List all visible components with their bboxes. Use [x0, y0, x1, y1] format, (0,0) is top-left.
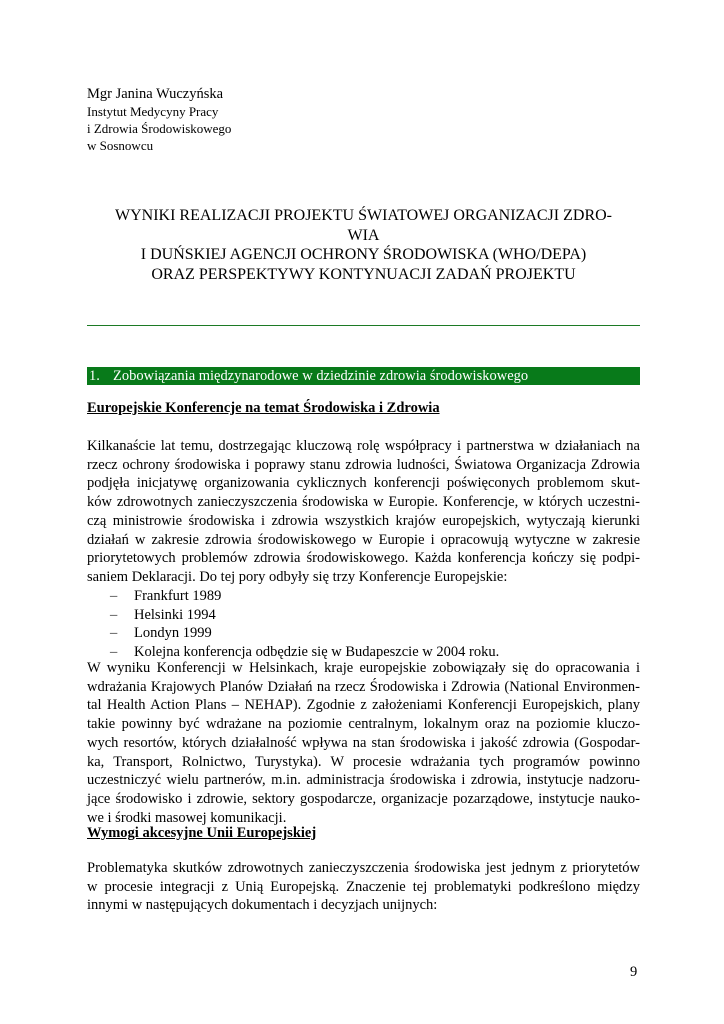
author-block [87, 86, 231, 154]
author-affiliation-line: w Sosnowcu [87, 138, 154, 153]
text-line: saniem Deklaracji. Do tej pory odbyły się trzy Konferencje Europejskie: [87, 568, 508, 585]
text-line: uczestniczyć wielu partnerów, m.in. administracja środowiska i zdrowia, instytucje nadzoru- [87, 772, 640, 789]
title-divider [87, 325, 640, 326]
title-line: WIA [347, 226, 380, 244]
list-item [110, 624, 499, 643]
subheading-eu-accession: Wymogi akcesyjne Unii Europejskiej [87, 825, 317, 841]
section-heading-bar [87, 367, 640, 385]
author-affiliation-line: i Zdrowia Środowiskowego [87, 121, 232, 136]
text-line: wdrażania Krajowych Planów Działań na rzecz Środowiska i Zdrowia (National Environmen- [87, 678, 640, 695]
list-item-text: Kolejna konferencja odbędzie się w Budapeszcie w 2004 roku. [134, 644, 500, 661]
title-line: I DUŃSKIEJ AGENCJI OCHRONY ŚRODOWISKA (WHO/DEPA) [140, 246, 587, 263]
list-item [110, 587, 499, 606]
text-line: czą ministrowie środowiska i zdrowia wszystkich krajów europejskich, wytyczają kierunki [87, 512, 640, 529]
list-dash: – [110, 606, 118, 623]
document-title [87, 206, 640, 284]
text-line: w procesie integracji z Unią Europejską. Znaczenie tej problematyki podkreślono między [87, 878, 640, 895]
author-name: Mgr Janina Wuczyńska [87, 86, 224, 102]
list-dash: – [110, 588, 118, 604]
text-line: wych resortów, których działalność wpływa na stan środowiska i jakość zdrowia (Gospodar- [87, 734, 640, 751]
list-item [110, 606, 499, 625]
list-dash: – [110, 625, 118, 642]
section-title: Zobowiązania międzynarodowe w dziedzinie zdrowia środowiskowego [113, 368, 529, 384]
text-line: W wyniku Konferencji w Helsinkach, kraje europejskie zobowiązały się do opracowania i [87, 660, 640, 676]
text-line: jące środowisko i zdrowie, sektory gospodarcze, organizacje pozarządowe, instytucje nauko- [87, 790, 640, 807]
list-item-text: Frankfurt 1989 [134, 588, 222, 604]
text-line: Kilkanaście lat temu, dostrzegając kluczową rolę współpracy i partnerstwa w działaniach na [87, 438, 640, 454]
text-line: działań w zakresie zdrowia środowiskowego w Europie i opracowują wytyczne w zakresie [87, 531, 640, 548]
section-number: 1. [89, 368, 100, 384]
paragraph-helsinki [87, 659, 640, 827]
text-line: podjęła inicjatywę organizowania cyklicznych konferencji poświęconych problemom skut- [87, 475, 640, 492]
text-line: Problematyka skutków zdrowotnych zanieczyszczenia środowiska jest jednym z priorytetów [87, 860, 640, 876]
text-line: ka, Transport, Rolnictwo, Turystyka). W procesie wdrażania tych programów powinno [87, 753, 640, 770]
text-line: tal Health Action Plans – NEHAP). Zgodnie z założeniami Konferencji Europejskich, plany [87, 697, 640, 714]
list-item-text: Londyn 1999 [134, 625, 212, 642]
text-line: priorytetowych problemów zdrowia środowiskowego. Każda konferencja kończy się podpi- [87, 550, 640, 567]
title-line: ORAZ PERSPEKTYWY KONTYNUACJI ZADAŃ PROJEKTU [151, 265, 576, 283]
paragraph-eu-integration [87, 859, 640, 915]
author-affiliation-line: Instytut Medycyny Pracy [87, 104, 219, 119]
paragraph-conferences [87, 437, 640, 587]
title-line: WYNIKI REALIZACJI PROJEKTU ŚWIATOWEJ ORGANIZACJI ZDRO- [115, 207, 612, 224]
text-line: rzecz ochrony środowiska i poprawy stanu zdrowia ludności, Światowa Organizacja Zdrowia [87, 456, 640, 473]
text-line: we i środki masowej komunikacji. [87, 809, 287, 826]
list-dash: – [110, 644, 118, 661]
text-line: takie powinny być wdrażane na poziomie centralnym, lokalnym oraz na poziomie kluczo- [87, 716, 640, 733]
text-line: ków zdrowotnych zanieczyszczenia środowiska w Europie. Konferencje, w których uczestni- [87, 494, 640, 511]
text-line: innymi w następujących dokumentach i decyzjach unijnych: [87, 897, 438, 914]
subheading-european-conferences: Europejskie Konferencje na temat Środowiska i Zdrowia [87, 400, 440, 416]
conference-list [110, 587, 499, 662]
page-number: 9 [630, 964, 638, 980]
list-item-text: Helsinki 1994 [134, 606, 216, 623]
